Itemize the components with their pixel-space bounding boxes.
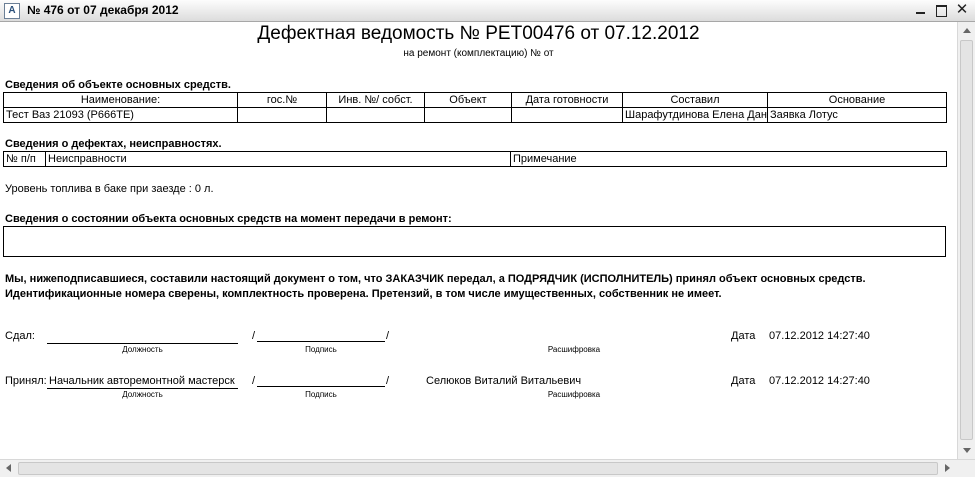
vertical-scrollbar[interactable]: [957, 22, 975, 459]
document-area: [0, 22, 957, 459]
handed-slash-1: /: [252, 330, 256, 342]
section-state-heading: Сведения о состоянии объекта основных средств на момент передачи в ремонт:: [5, 213, 452, 225]
vertical-scroll-thumb[interactable]: [960, 40, 973, 440]
document-app-icon[interactable]: A: [4, 3, 20, 19]
header-cell: Наименование:: [4, 93, 238, 108]
received-signature-line[interactable]: [257, 386, 385, 387]
decoding-caption: Расшифровка: [547, 345, 601, 354]
signature-caption: Подпись: [305, 345, 337, 354]
ready-date-cell[interactable]: [512, 108, 623, 123]
window-titlebar: [0, 0, 975, 22]
received-slash-1: /: [252, 375, 256, 387]
received-name[interactable]: Селюков Виталий Витальевич: [426, 375, 582, 387]
received-date-label: Дата: [731, 375, 756, 387]
horizontal-scrollbar[interactable]: [0, 459, 975, 477]
object-table-header: [4, 93, 947, 108]
horizontal-scroll-thumb[interactable]: [18, 462, 938, 475]
object-state-box[interactable]: [3, 226, 946, 257]
defects-table: [3, 151, 947, 167]
fuel-level-text: Уровень топлива в баке при заезде : 0 л.: [5, 183, 214, 195]
header-cell: Инв. №/ собст.: [327, 93, 425, 108]
author-cell[interactable]: Шарафутдинова Елена Дан: [623, 108, 768, 123]
statement-line-1: Мы, нижеподписавшиеся, составили настоящий документ о том, что ЗАКАЗЧИК передал, а ПОДРЯДЧИК (ИСПОЛНИТЕЛЬ) принял объект основных средств.: [5, 273, 866, 285]
header-cell: № п/п: [4, 152, 46, 167]
received-date-value: 07.12.2012 14:27:40: [769, 375, 870, 387]
object-name-cell[interactable]: Тест Ваз 21093 (Р666ТЕ): [4, 108, 238, 123]
header-cell: Дата готовности: [512, 93, 623, 108]
handed-position-line: [47, 343, 238, 344]
object-table: [3, 92, 947, 123]
section-object-heading: Сведения об объекте основных средств.: [5, 79, 231, 91]
handed-slash-2: /: [386, 330, 390, 342]
minimize-button[interactable]: [914, 3, 928, 17]
defects-table-header: [4, 152, 947, 167]
received-position[interactable]: Начальник авторемонтной мастерск: [49, 375, 235, 387]
header-cell: Неисправности: [46, 152, 511, 167]
position-caption: Должность: [122, 390, 163, 399]
signature-caption: Подпись: [305, 390, 337, 399]
window-title: № 476 от 07 декабря 2012: [27, 3, 179, 17]
handed-signature-line[interactable]: [257, 341, 385, 342]
position-caption: Должность: [122, 345, 163, 354]
inventory-number-cell[interactable]: [327, 108, 425, 123]
received-position-line: [47, 388, 238, 389]
handed-label: Сдал:: [5, 330, 35, 342]
close-button[interactable]: ✕: [955, 1, 969, 18]
header-cell: Объект: [425, 93, 512, 108]
reg-number-cell[interactable]: [238, 108, 327, 123]
received-label: Принял:: [5, 375, 47, 387]
scroll-right-arrow-icon[interactable]: [945, 464, 950, 472]
scroll-down-arrow-icon[interactable]: [963, 448, 971, 453]
handed-date-label: Дата: [731, 330, 756, 342]
received-slash-2: /: [386, 375, 390, 387]
document-title: Дефектная ведомость № РЕТ00476 от 07.12.2012: [257, 23, 700, 44]
handed-date-value: 07.12.2012 14:27:40: [769, 330, 870, 342]
section-defects-heading: Сведения о дефектах, неисправностях.: [5, 138, 222, 150]
statement-line-2: Идентификационные номера сверены, комплектность проверена. Претензий, в том числе имущественных, собственник не имеет.: [5, 288, 722, 300]
document-subtitle: на ремонт (комплектацию) № от: [403, 48, 554, 59]
header-cell: Примечание: [511, 152, 947, 167]
decoding-caption: Расшифровка: [547, 390, 601, 399]
header-cell: Основание: [768, 93, 947, 108]
header-cell: гос.№: [238, 93, 327, 108]
basis-cell[interactable]: Заявка Лотус: [768, 108, 947, 123]
scroll-left-arrow-icon[interactable]: [6, 464, 11, 472]
scroll-up-arrow-icon[interactable]: [963, 28, 971, 33]
maximize-button[interactable]: [934, 3, 948, 17]
table-row[interactable]: [4, 108, 947, 123]
object-cell[interactable]: [425, 108, 512, 123]
header-cell: Составил: [623, 93, 768, 108]
